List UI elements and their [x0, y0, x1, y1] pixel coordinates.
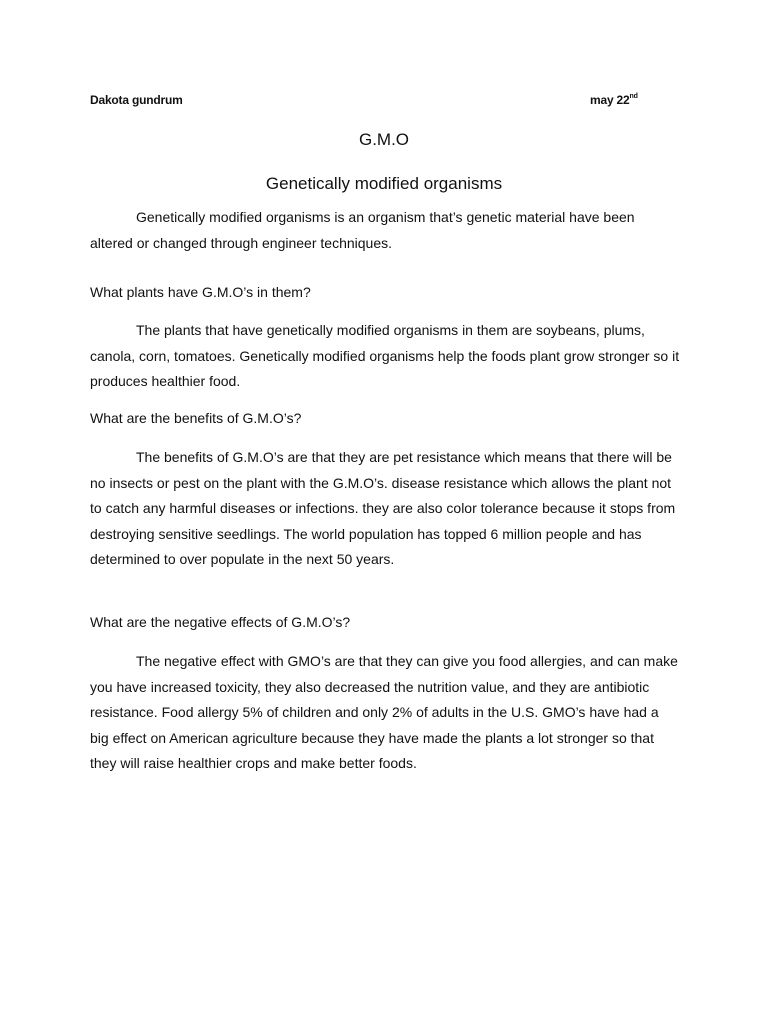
author-name: Dakota gundrum [90, 93, 183, 107]
paragraph-benefits: The benefits of G.M.O’s are that they are pet resistance which means that there will be no insects or pest on the plant with the G.M.O’s. disease resistance which allows the plant not to catch any harmful diseases or infections. they are also color tolerance because it stops from destroying sensitive seedlings. The world population has topped 6 million people and has determined to over populate in the next 50 years. [90, 449, 676, 567]
document-title: G.M.O [358, 130, 410, 149]
date-suffix: nd [629, 93, 638, 100]
paragraph-plants: The plants that have genetically modified organisms in them are soybeans, plums, canola, corn, tomatoes. Genetically modified organisms help the foods plant grow stronger so it produces healthier food. [90, 322, 680, 389]
question-plants: What plants have G.M.O’s in them? [90, 284, 311, 300]
paragraph-definition: Genetically modified organisms is an organism that’s genetic material have been altered or changed through engineer techniques. [90, 209, 635, 251]
paragraph-negative-effects: The negative effect with GMO’s are that they can give you food allergies, and can make you have increased toxicity, they also decreased the nutrition value, and they are antibiotic resistance. Food allergy 5% of children and only 2% of adults in the U.S. GMO’s have had a big effect on American agriculture because they have made the plants a lot stronger so that they will raise healthier crops and make better foods. [90, 653, 678, 771]
document-header [90, 93, 670, 113]
question-benefits: What are the benefits of G.M.O’s? [90, 410, 302, 426]
question-negative-effects: What are the negative effects of G.M.O’s? [90, 614, 351, 630]
date-text: may 22 [590, 93, 630, 107]
document-date [590, 93, 638, 107]
document-subtitle: Genetically modified organisms [265, 174, 503, 193]
